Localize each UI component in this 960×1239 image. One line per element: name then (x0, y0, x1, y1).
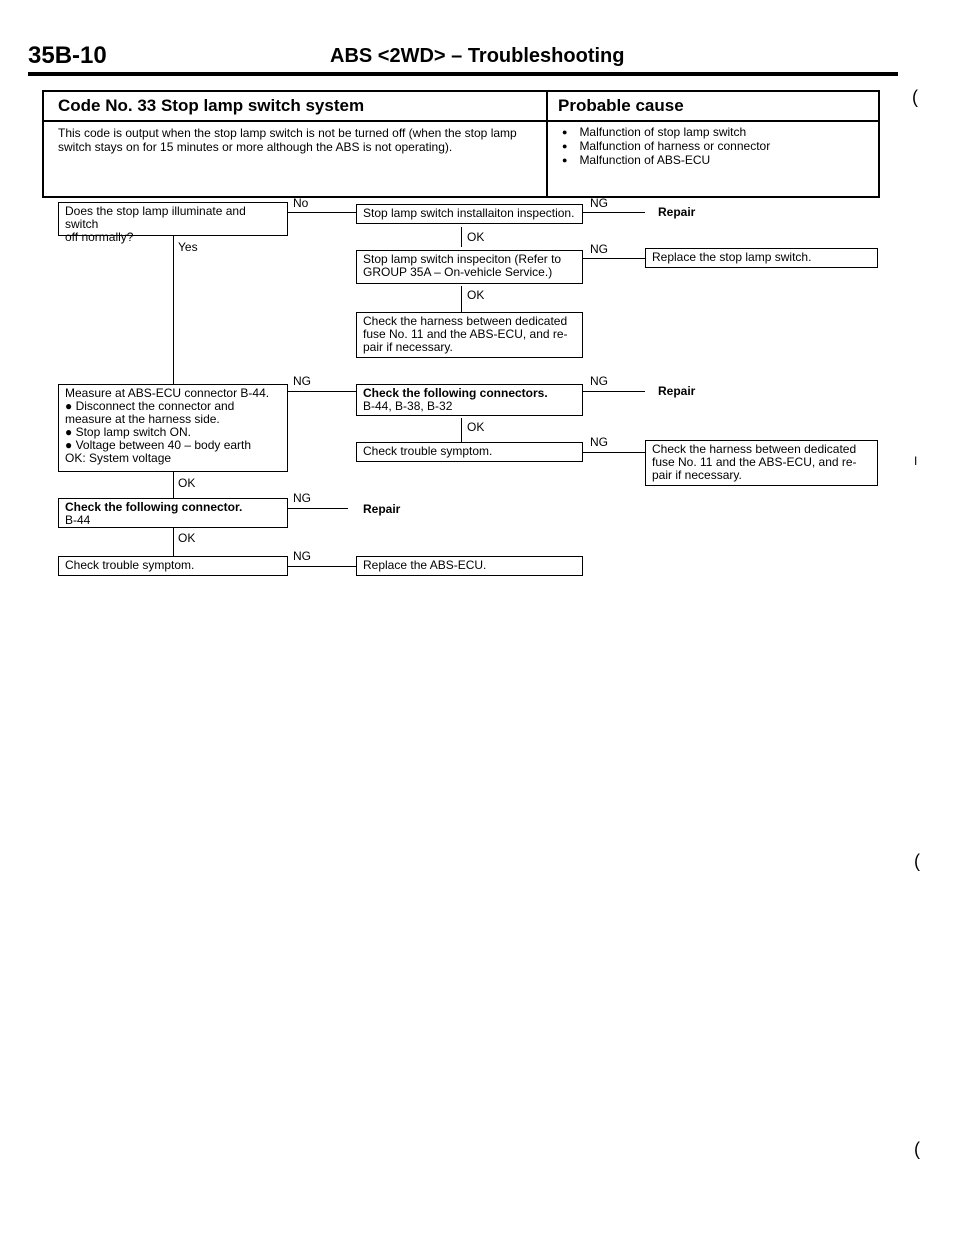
table-header-rule (44, 120, 878, 122)
flow-line (288, 391, 356, 392)
box-line: Stop lamp switch installaiton inspection. (363, 206, 575, 220)
box-line: ● Disconnect the connector and (65, 399, 235, 413)
trouble-symptom-box (58, 556, 288, 576)
cause-item: ● Malfunction of ABS-ECU (562, 154, 770, 168)
branch-label-ng: NG (590, 374, 608, 388)
box-line: Stop lamp switch inspeciton (Refer to (363, 252, 562, 266)
repair-label: Repair (658, 205, 696, 219)
probable-cause-heading: Probable cause (558, 96, 684, 115)
box-line: Check the harness between dedicated (363, 314, 568, 328)
box-line: pair if necessary. (363, 340, 453, 354)
box-line: measure at the harness side. (65, 412, 220, 426)
box-line: Check the following connector. (65, 500, 243, 514)
repair-label: Repair (363, 502, 401, 516)
box-line: Replace the stop lamp switch. (652, 250, 812, 264)
flow-line (173, 472, 174, 498)
flow-line (583, 258, 645, 259)
flow-line (461, 227, 462, 247)
margin-mark: ( (914, 851, 920, 871)
branch-label-ng: NG (293, 549, 311, 563)
flow-line (173, 236, 174, 384)
branch-label-ok: OK (467, 230, 485, 244)
box-line: B-44, B-38, B-32 (363, 399, 453, 413)
box-line: Check trouble symptom. (65, 558, 195, 572)
connector-check-box (58, 498, 288, 528)
flow-line (583, 212, 645, 213)
connector-check-box (356, 384, 583, 416)
table-divider (546, 92, 548, 196)
replace-switch-box (645, 248, 878, 268)
installation-inspection-box (356, 204, 583, 224)
branch-label-ng: NG (293, 491, 311, 505)
replace-ecu-box (356, 556, 583, 576)
box-line: OK: System voltage (65, 451, 172, 465)
flow-line (288, 566, 356, 567)
header-rule (28, 72, 898, 76)
box-line: ● Stop lamp switch ON. (65, 425, 191, 439)
branch-label-ng: NG (293, 374, 311, 388)
box-line: ● Voltage between 40 – body earth (65, 438, 252, 452)
box-line: fuse No. 11 and the ABS-ECU, and re- (363, 327, 568, 341)
box-line: GROUP 35A – On-vehicle Service.) (363, 265, 553, 279)
code-heading: Code No. 33 Stop lamp switch system (58, 96, 365, 115)
code-description: This code is output when the stop lamp switch is not be turned off (when the stop lamp switch stays on for 15 minutes or more although the ABS is not operating). (58, 126, 517, 154)
flow-line (173, 528, 174, 556)
flow-line (583, 452, 645, 453)
page-number: 35B-10 (28, 42, 107, 69)
box-line: fuse No. 11 and the ABS-ECU, and re- (652, 455, 857, 469)
page-title: ABS <2WD> – Troubleshooting (330, 45, 625, 67)
flow-line (288, 508, 348, 509)
harness-check-box (356, 312, 583, 358)
branch-label-ng: NG (590, 435, 608, 449)
box-line: pair if necessary. (652, 468, 742, 482)
branch-label-ng: NG (590, 196, 608, 210)
branch-label-yes: Yes (178, 240, 198, 254)
switch-inspection-box (356, 250, 583, 284)
flow-line (288, 212, 356, 213)
cause-item: ● Malfunction of stop lamp switch (562, 126, 770, 140)
flow-line (583, 391, 645, 392)
branch-label-no: No (293, 196, 309, 210)
box-line: Replace the ABS-ECU. (363, 558, 487, 572)
branch-label-ng: NG (590, 242, 608, 256)
box-line: Check trouble symptom. (363, 444, 493, 458)
flow-line (461, 286, 462, 312)
cause-list (562, 126, 770, 168)
cause-item: ● Malfunction of harness or connector (562, 140, 770, 154)
margin-mark: I (914, 454, 918, 468)
branch-label-ok: OK (178, 476, 196, 490)
repair-label: Repair (658, 384, 696, 398)
code-table (42, 90, 880, 198)
flow-line (461, 418, 462, 442)
branch-label-ok: OK (467, 288, 485, 302)
branch-label-ok: OK (178, 531, 196, 545)
margin-mark: ( (914, 1139, 920, 1159)
harness-check-box (645, 440, 878, 486)
box-line: off normally? (65, 230, 134, 244)
stop-lamp-question-box (58, 202, 288, 244)
branch-label-ok: OK (467, 420, 485, 434)
box-line: Check the harness between dedicated (652, 442, 857, 456)
measure-box (58, 384, 288, 472)
box-line: B-44 (65, 513, 91, 527)
box-line: Measure at ABS-ECU connector B-44. (65, 386, 270, 400)
margin-mark: ( (912, 87, 918, 107)
trouble-symptom-box (356, 442, 583, 462)
box-line: Check the following connectors. (363, 386, 548, 400)
box-line: Does the stop lamp illuminate and switch (65, 204, 246, 231)
